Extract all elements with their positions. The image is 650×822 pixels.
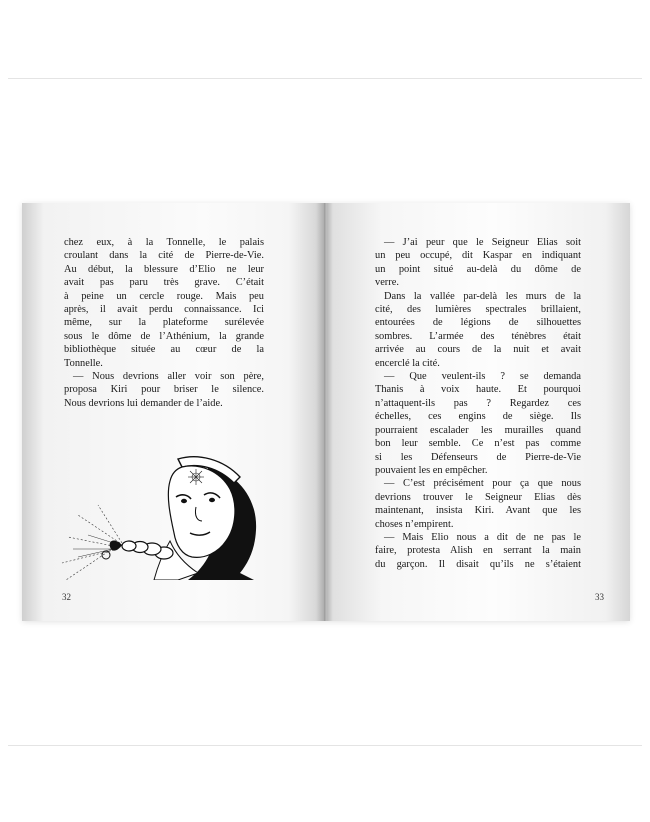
text-line: cité, des lumières spectrales brillaient,: [375, 304, 581, 316]
text-line: bon leur semble. Ce n’est pas comme: [375, 438, 581, 450]
text-line: — J’ai peur que le Seigneur Elias soit: [384, 237, 581, 248]
open-book-spread: [22, 203, 630, 621]
text-line: chez eux, à la Tonnelle, le palais: [64, 237, 264, 248]
left-page-text: [64, 236, 264, 410]
text-line: Thanis à voix haute. Et pourquoi: [375, 384, 581, 396]
text-line: encerclé la cité.: [375, 357, 440, 369]
text-line: faire, protesta Alish en serrant la main: [375, 545, 581, 557]
text-line: sous le dôme de l’Athénium, la grande: [64, 330, 264, 342]
page-number: 33: [595, 592, 604, 602]
text-line: — C’est précisément pour ça que nous: [384, 478, 581, 490]
text-line: verre.: [375, 277, 399, 289]
text-line: bibliothèque située au cœur de la: [64, 344, 264, 356]
text-line: Au début, la blessure d’Elio ne leur: [64, 263, 264, 275]
text-line: — Nous devrions aller voir son père,: [73, 371, 264, 383]
text-line: du garçon. Il disait qu’ils ne s’étaient: [375, 558, 581, 570]
text-line: — Mais Elio nous a dit de ne pas le: [384, 531, 581, 543]
text-line: maintenant, insista Kiri. Avant que les: [375, 505, 581, 517]
text-line: si les Défenseurs de Pierre-de-Vie: [375, 451, 581, 463]
text-line: un point situé au-delà du dôme de: [375, 263, 581, 275]
text-line: arrivée au cours de la nuit et avait: [375, 344, 581, 356]
right-page-text: [375, 236, 581, 571]
text-line: un peu occupé, dit Kaspar en indiquant: [375, 250, 581, 262]
page-number: 32: [62, 592, 71, 602]
text-line: Dans la vallée par-delà les murs de la: [384, 290, 581, 302]
text-line: — Que veulent-ils ? se demanda: [384, 371, 581, 383]
text-line: devrions trouver le Seigneur Elias dès: [375, 491, 581, 503]
text-line: sombres. L’armée des ténèbres était: [375, 330, 581, 342]
text-line: croulant dans la cité de Pierre-de-Vie.: [64, 250, 264, 262]
text-line: entourées de légions de silhouettes: [375, 317, 581, 329]
right-page: [327, 203, 630, 621]
girl-illustration: [58, 445, 268, 580]
text-line: pourraient escalader les murailles quand: [375, 424, 581, 436]
text-line: échelles, ces engins de siège. Ils: [375, 411, 581, 423]
text-line: après, il avait perdu connaissance. Ici: [64, 304, 264, 316]
left-page: [22, 203, 325, 621]
text-line: proposa Kiri pour briser le silence.: [64, 384, 264, 396]
text-line: à peine un cercle rouge. Mais peu: [64, 290, 264, 302]
text-line: même, sur la plateforme surélevée: [64, 317, 264, 329]
text-line: n’attaquent-ils pas ? Regardez ces: [375, 397, 581, 409]
text-line: choses n’empirent.: [375, 518, 454, 530]
text-line: pouvaient les en empêcher.: [375, 464, 488, 476]
text-line: avait pas paru très grave. C’était: [64, 277, 264, 289]
text-line: Nous devrions lui demander de l’aide.: [64, 397, 223, 409]
text-line: Tonnelle.: [64, 357, 103, 369]
